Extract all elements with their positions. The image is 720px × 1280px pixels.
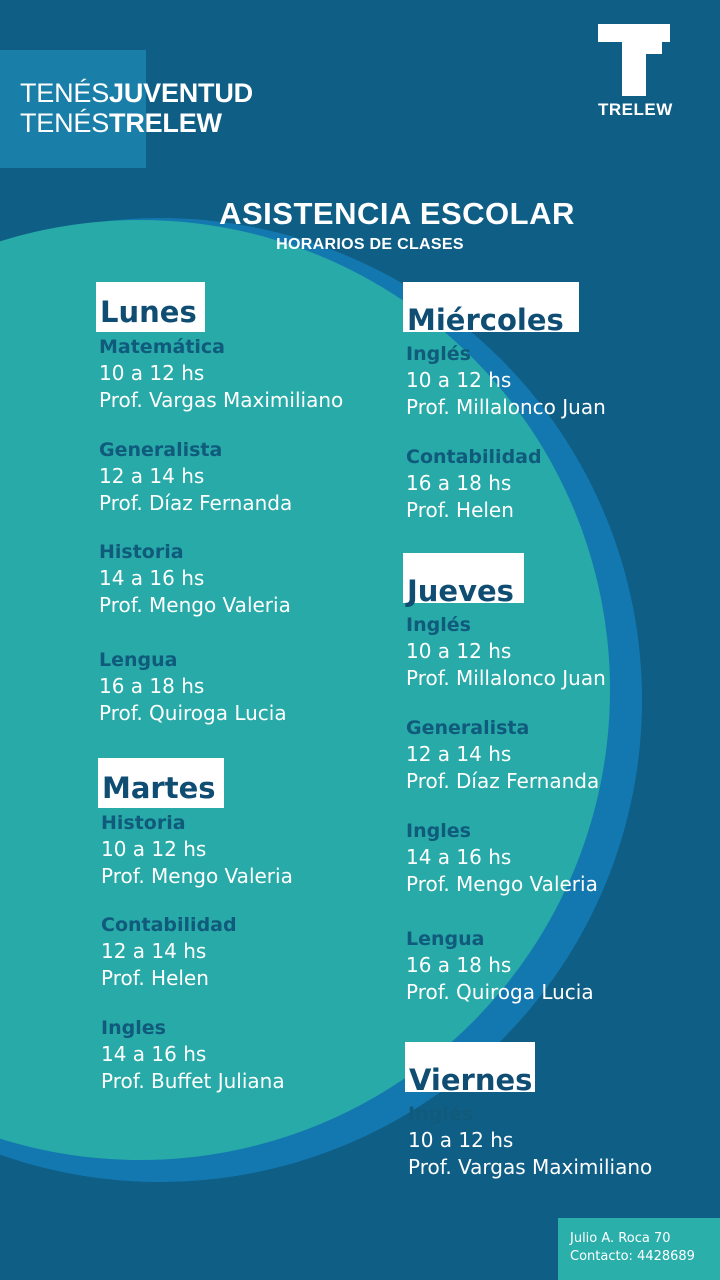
- contact-box: [558, 1218, 720, 1280]
- class-entry: [99, 647, 287, 727]
- class-time: 16 a 18 hs: [99, 674, 205, 698]
- class-time: 12 a 14 hs: [101, 939, 207, 963]
- trelew-logo-icon: [598, 24, 670, 96]
- class-time: 10 a 12 hs: [101, 837, 207, 861]
- class-time: 10 a 12 hs: [408, 1128, 514, 1152]
- logo-label: TRELEW: [598, 100, 673, 119]
- class-entry: [406, 715, 599, 795]
- class-teacher: Prof. Helen: [101, 966, 209, 990]
- class-time: 12 a 14 hs: [406, 742, 512, 766]
- class-entry: [406, 444, 542, 524]
- class-entry: [406, 818, 598, 898]
- class-teacher: Prof. Quiroga Lucia: [99, 701, 287, 725]
- class-teacher: Prof. Millalonco Juan: [406, 666, 606, 690]
- class-time: 14 a 16 hs: [406, 845, 512, 869]
- class-teacher: Prof. Vargas Maximiliano: [99, 388, 344, 412]
- class-teacher: Prof. Quiroga Lucia: [406, 980, 594, 1004]
- class-subject: Ingles: [101, 1017, 166, 1039]
- class-entry: [101, 1015, 285, 1095]
- class-subject: Generalista: [99, 439, 223, 461]
- class-subject: Lengua: [99, 649, 178, 671]
- class-entry: [99, 539, 291, 619]
- day-label-lunes: Lunes: [96, 282, 205, 332]
- class-entry: [99, 334, 343, 414]
- class-subject: Lengua: [406, 928, 485, 950]
- class-time: 14 a 16 hs: [99, 566, 205, 590]
- class-teacher: Prof. Vargas Maximiliano: [408, 1155, 653, 1179]
- class-entry: [406, 926, 594, 1006]
- class-entry: [406, 612, 606, 692]
- class-subject: Contabilidad: [101, 914, 237, 936]
- day-label-viernes: Viernes: [405, 1042, 535, 1092]
- class-teacher: Prof. Díaz Fernanda: [406, 769, 600, 793]
- class-teacher: Prof. Millalonco Juan: [406, 395, 606, 419]
- brand-text: TENÉSJUVENTUD TENÉSTRELEW: [20, 78, 253, 138]
- class-subject: Generalista: [406, 717, 530, 739]
- class-entry: [101, 912, 237, 992]
- class-teacher: Prof. Mengo Valeria: [99, 593, 291, 617]
- class-entry: [101, 810, 293, 890]
- day-label-jueves: Jueves: [403, 553, 524, 603]
- class-subject: Inglés: [406, 614, 471, 636]
- class-subject: Ingles: [406, 820, 471, 842]
- day-label-martes: Martes: [98, 758, 224, 808]
- class-teacher: Prof. Buffet Juliana: [101, 1069, 285, 1093]
- class-entry: [99, 437, 292, 517]
- class-teacher: Prof. Díaz Fernanda: [99, 491, 293, 515]
- day-label-miercoles: Miércoles: [403, 282, 579, 332]
- class-subject: Matemática: [99, 336, 225, 358]
- class-subject: Inglés: [408, 1103, 473, 1125]
- class-time: 16 a 18 hs: [406, 953, 512, 977]
- class-time: 12 a 14 hs: [99, 464, 205, 488]
- page-title: ASISTENCIA ESCOLAR: [219, 196, 575, 231]
- class-time: 16 a 18 hs: [406, 471, 512, 495]
- class-entry: [408, 1101, 652, 1181]
- class-teacher: Prof. Helen: [406, 498, 514, 522]
- class-teacher: Prof. Mengo Valeria: [101, 864, 293, 888]
- class-entry: [406, 341, 606, 421]
- class-teacher: Prof. Mengo Valeria: [406, 872, 598, 896]
- page-subtitle: HORARIOS DE CLASES: [276, 236, 464, 253]
- class-time: 14 a 16 hs: [101, 1042, 207, 1066]
- class-subject: Historia: [101, 812, 186, 834]
- class-subject: Inglés: [406, 343, 471, 365]
- class-time: 10 a 12 hs: [406, 368, 512, 392]
- class-time: 10 a 12 hs: [406, 639, 512, 663]
- class-time: 10 a 12 hs: [99, 361, 205, 385]
- contact-phone: Contacto: 4428689: [570, 1249, 695, 1264]
- class-subject: Historia: [99, 541, 184, 563]
- class-subject: Contabilidad: [406, 446, 542, 468]
- contact-address: Julio A. Roca 70: [570, 1231, 671, 1246]
